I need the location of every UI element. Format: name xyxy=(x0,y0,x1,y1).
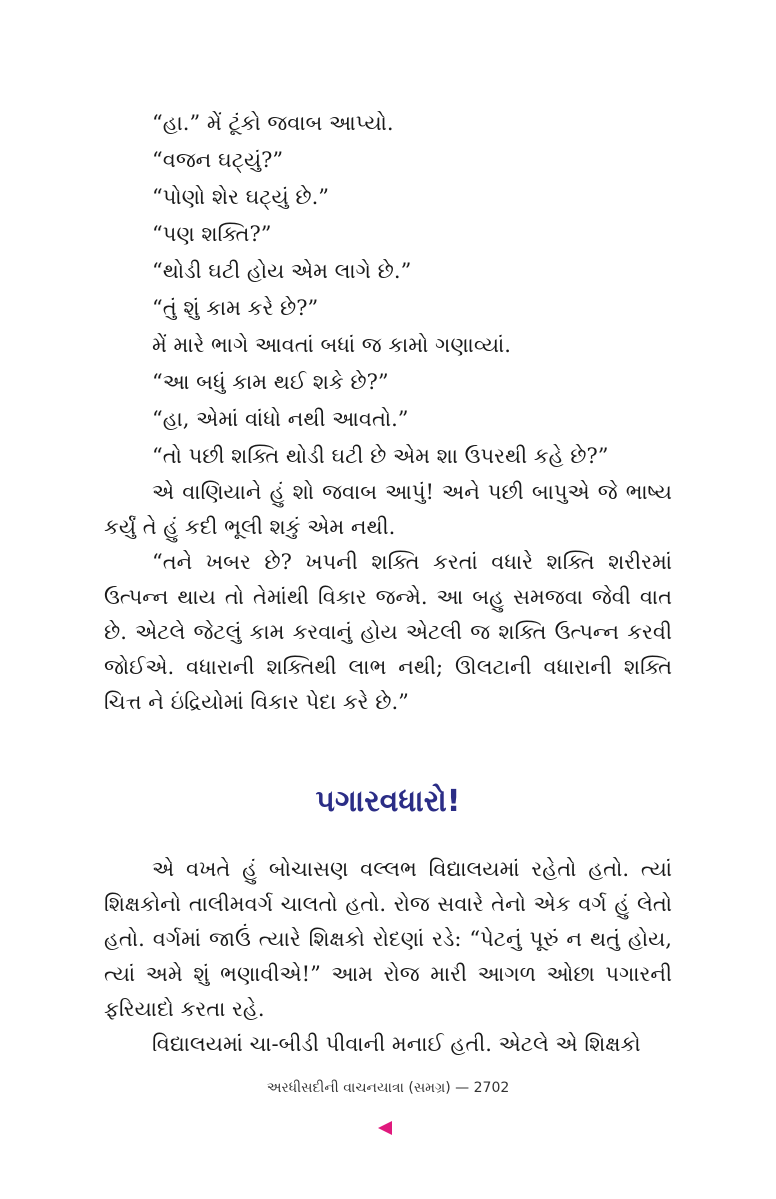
dialogue-block xyxy=(104,105,672,475)
previous-page-arrow-icon[interactable] xyxy=(378,1121,392,1135)
dialogue-line: “થોડી ઘટી હોય એમ લાગે છે.” xyxy=(152,259,412,283)
dialogue-line: “હા, એમાં વાંધો નથી આવતો.” xyxy=(152,407,409,431)
body-paragraph: વિદ્યાલયમાં ચા-બીડી પીવાની મનાઈ હતી. એટલે એ શિક્ષકો xyxy=(152,1032,641,1056)
body-paragraph: “તને ખબર છે? ખપની શક્તિ કરતાં વધારે શક્તિ શરીરમાં ઉત્પન્ન થાય તો તેમાંથી વિકાર જન્મે. આ બહુ સમજવા જેવી વાત છે. એટલે જેટલું કામ કરવાનું હોય એટલી જ શક્તિ ઉત્પન્ન કરવી જોઈએ. વધારાની શક્તિથી લાભ નથી; ઊલટાની વધારાની શક્તિ ચિત્ત ને ઇંદ્રિયોમાં વિકાર પેદા કરે છે.” xyxy=(104,550,672,714)
body-paragraph: એ વખતે હું બોચાસણ વલ્લભ વિદ્યાલયમાં રહેતો હતો. ત્યાં શિક્ષકોનો તાલીમવર્ગ ચાલતો હતો. રોજ સવારે તેનો એક વર્ગ હું લેતો હતો. વર્ગમાં જાઉં ત્યારે શિક્ષકો રોદણાં રડે: “પેટનું પૂરું ન થતું હોય, ત્યાં અમે શું ભણાવીએ!” આમ રોજ મારી આગળ ઓછા પગારની ફરિયાદો કરતા રહે. xyxy=(104,857,672,1021)
body-paragraph: એ વાણિયાને હું શો જવાબ આપું! અને પછી બાપુએ જે ભાષ્ય કર્યું તે હું કદી ભૂલી શકું એમ નથી. xyxy=(104,480,672,539)
dialogue-line: “પોણો શેર ઘટ્યું છે.” xyxy=(152,185,330,209)
dialogue-line: “આ બધું કામ થઈ શકે છે?” xyxy=(152,370,389,394)
dialogue-line: “તો પછી શક્તિ થોડી ઘટી છે એમ શા ઉપરથી કહે છે?” xyxy=(152,444,609,468)
dialogue-line: “હા.” મેં ટૂંકો જવાબ આપ્યો. xyxy=(152,111,394,135)
dialogue-line: “વજન ઘટ્યું?” xyxy=(152,148,284,172)
dialogue-line: મેં મારે ભાગે આવતાં બધાં જ કામો ગણાવ્યાં. xyxy=(152,333,511,357)
page-content xyxy=(104,105,672,1062)
page-footer: અરધીસદીની વાચનયાત્રા (સમગ્ર) — 2702 xyxy=(266,1080,510,1096)
dialogue-line: “તું શું કામ કરે છે?” xyxy=(152,296,319,320)
section-heading: પગારવધારો! xyxy=(315,784,461,819)
dialogue-line: “પણ શક્તિ?” xyxy=(152,222,272,246)
